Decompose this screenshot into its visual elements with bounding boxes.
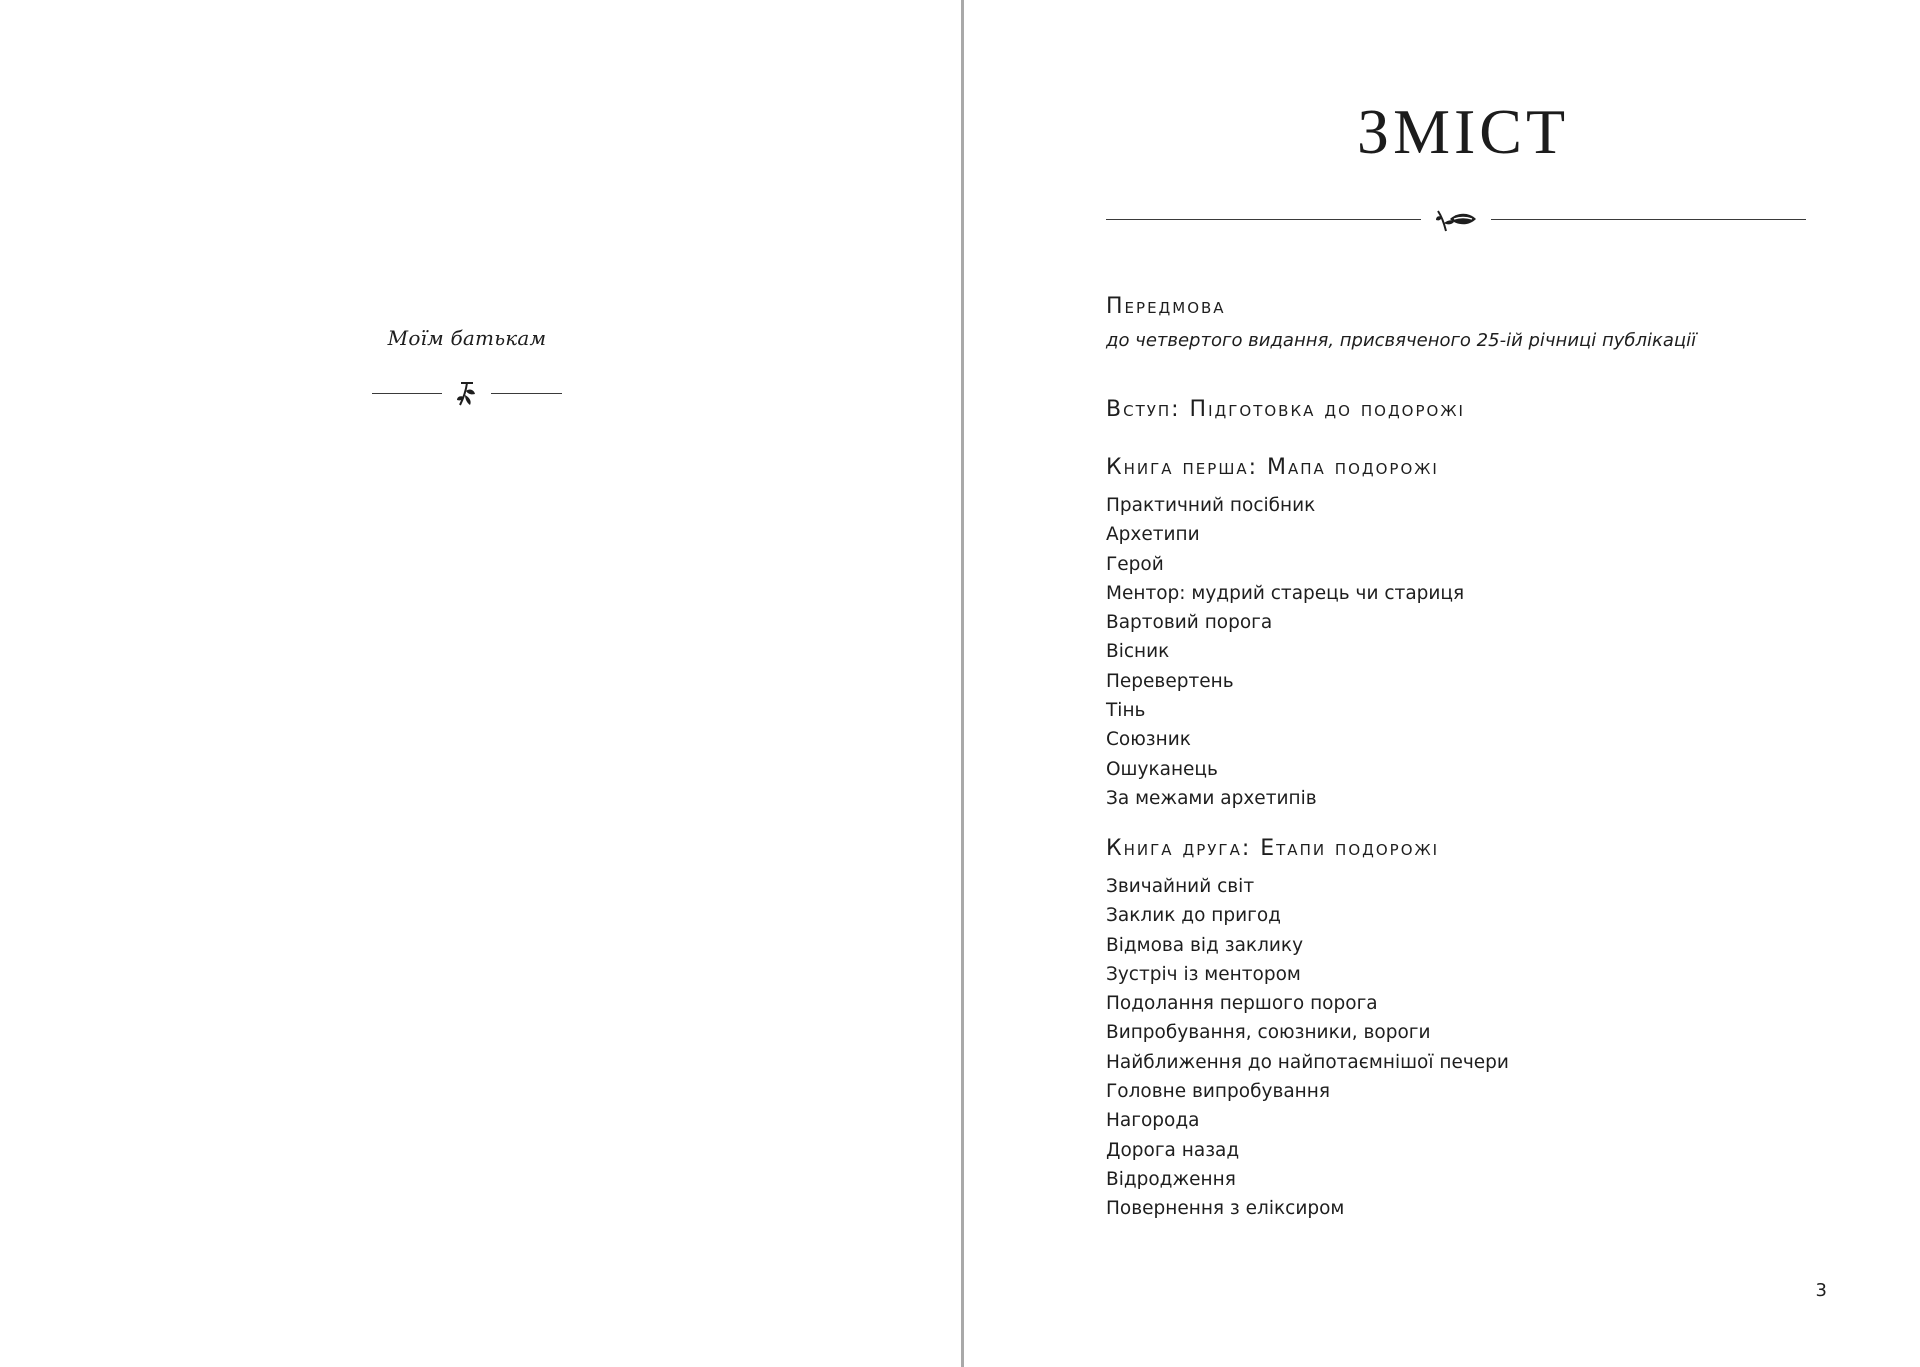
toc-entry: Найближення до найпотаємнішої печери: [1106, 1051, 1509, 1073]
toc-entry: Зустріч із ментором: [1106, 963, 1301, 985]
toc-entry: Повернення з еліксиром: [1106, 1198, 1345, 1220]
right-page: [964, 0, 1920, 1367]
toc-entry: Герой: [1106, 553, 1164, 575]
toc-heading-book-two: Книга друга: Етапи подорожі: [1106, 836, 1440, 861]
leaf-sprig-icon: [452, 378, 482, 408]
toc-entry: Відродження: [1106, 1168, 1236, 1190]
toc-heading-introduction: Вступ: Підготовка до подорожі: [1106, 397, 1465, 422]
ornament-rule-right: [491, 393, 562, 394]
toc-subtitle-foreword: до четвертого видання, присвяченого 25-ій річниці публікації: [1106, 330, 1697, 351]
toc-entry: Дорога назад: [1106, 1139, 1240, 1161]
toc-list-book-two: [1106, 872, 1509, 1224]
toc-entry: За межами архетипів: [1106, 787, 1317, 809]
toc-entry: Заклик до пригод: [1106, 905, 1281, 927]
toc-entry: Вартовий порога: [1106, 612, 1273, 634]
title-ornament: [1106, 202, 1806, 236]
toc-entry: Союзник: [1106, 729, 1191, 751]
toc-entry: Ошуканець: [1106, 758, 1218, 780]
toc-entry: Вісник: [1106, 641, 1170, 663]
page-number: 3: [1815, 1280, 1827, 1301]
ornament-rule-left: [372, 393, 442, 394]
toc-entry: Нагорода: [1106, 1110, 1200, 1132]
dedication-ornament: [372, 376, 562, 410]
ornament-rule-left: [1106, 219, 1421, 220]
toc-entry: Тінь: [1106, 700, 1146, 722]
toc-entry: Звичайний світ: [1106, 876, 1255, 897]
toc-entry: Відмова від заклику: [1106, 934, 1304, 956]
page-title: ЗМІСТ: [1357, 96, 1570, 167]
toc-entry: Випробування, союзники, вороги: [1106, 1022, 1431, 1044]
toc-entry: Архетипи: [1106, 524, 1200, 546]
leaf-sprig-icon: [1434, 203, 1478, 235]
ornament-rule-right: [1491, 219, 1806, 220]
toc-list-book-one: [1106, 491, 1464, 813]
dedication-text: Моїм батькам: [387, 326, 547, 350]
toc-entry: Практичний посібник: [1106, 495, 1316, 516]
toc-entry: Подолання першого порога: [1106, 993, 1378, 1015]
toc-entry: Головне випробування: [1106, 1081, 1331, 1103]
toc-entry: Ментор: мудрий старець чи стариця: [1106, 582, 1465, 604]
toc-heading-foreword: Передмова: [1106, 294, 1226, 319]
toc-heading-book-one: Книга перша: Мапа подорожі: [1106, 455, 1439, 480]
toc-entry: Перевертень: [1106, 670, 1234, 692]
